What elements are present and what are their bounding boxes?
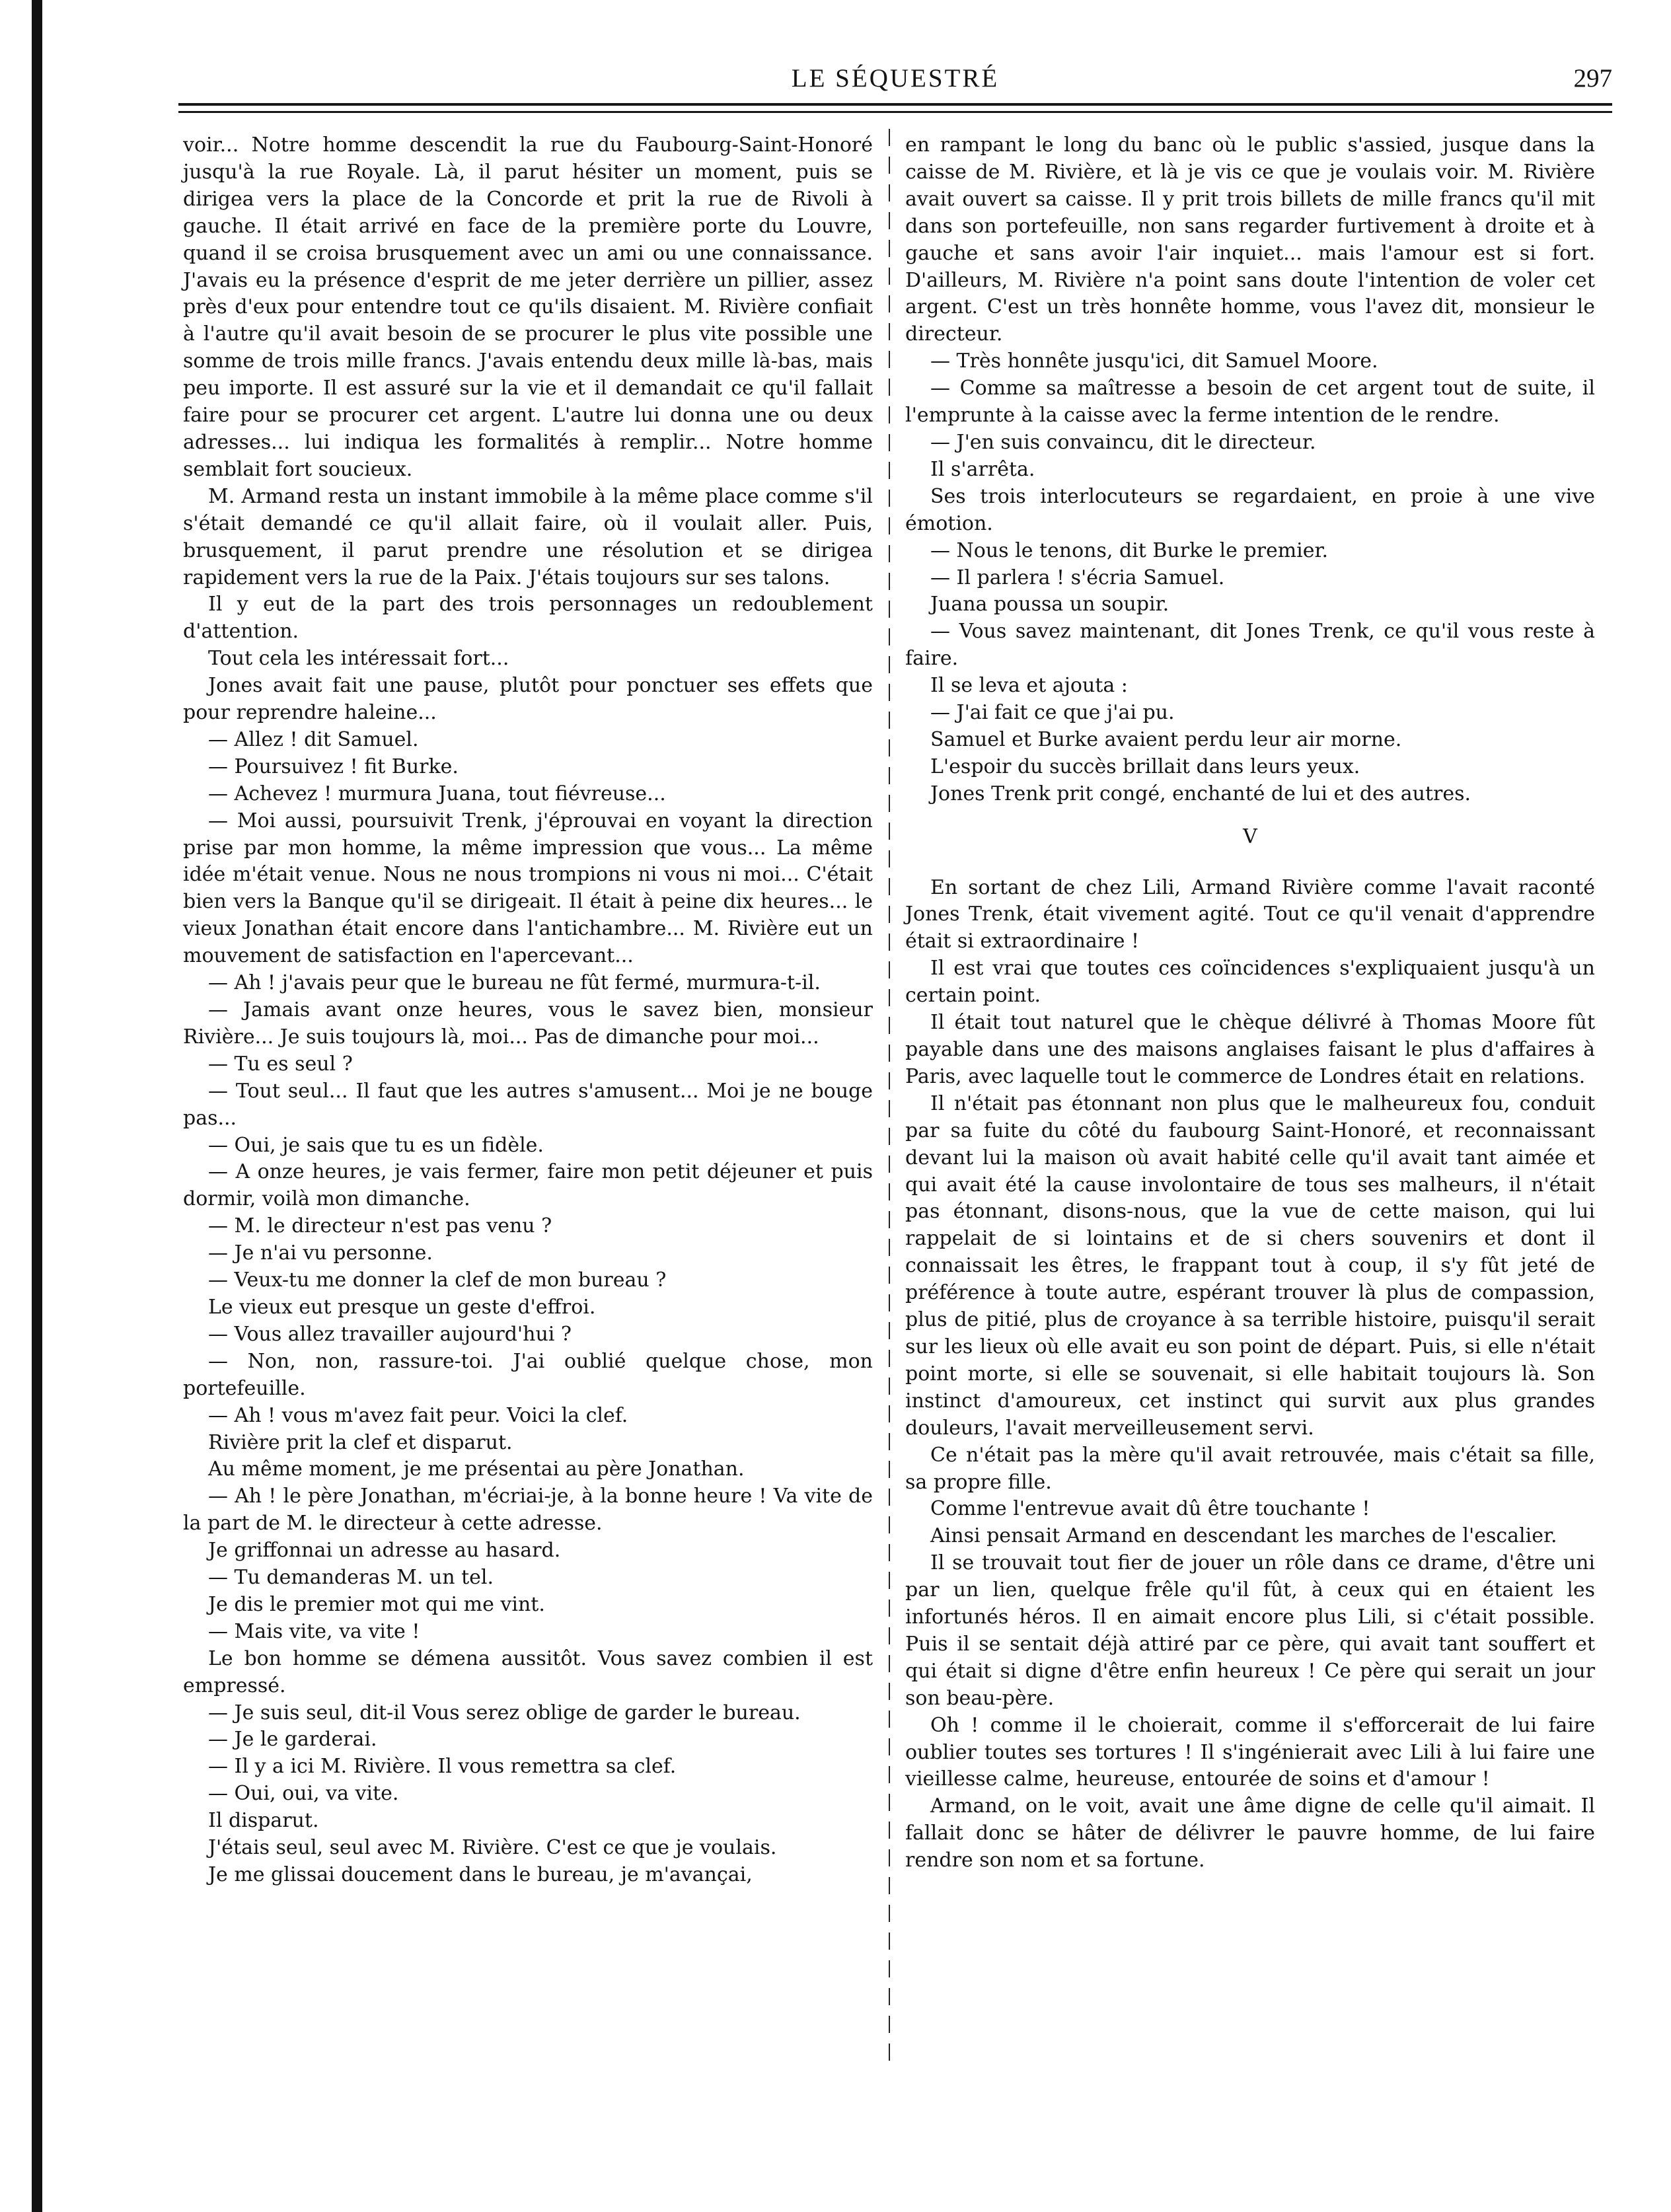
paragraph: — Je le garderai. xyxy=(208,1728,377,1751)
paragraph: — Ah ! le père Jonathan, m'écriai-je, à la bonne heure ! Va vite de la part de M. le directeur à cette adresse. xyxy=(183,1485,873,1535)
paragraph: Jones avait fait une pause, plutôt pour ponctuer ses effets que pour reprendre haleine... xyxy=(183,674,873,725)
paragraph: — J'en suis convaincu, dit le directeur. xyxy=(930,430,1316,454)
paragraph: — Moi aussi, poursuivit Trenk, j'éprouvai en voyant la direction prise par mon homme, la même impression que vous... La même idée m'était venue. Nous ne nous trompions ni vous ni moi... C'était bien vers la Banque qu'il se dirigeait. Il était à peine dix heures... le vieux Jonathan était encore dans l'antichambre... M. Rivière eut un mouvement de satisfaction en l'apercevant... xyxy=(183,809,873,968)
paragraph: — Jamais avant onze heures, vous le savez bien, monsieur Rivière... Je suis toujours là, moi... Pas de dimanche pour moi... xyxy=(183,998,873,1049)
paragraph: en rampant le long du banc où le public s'assied, jusque dans la caisse de M. Rivière, et là je vis ce que je voulais voir. M. Rivière avait ouvert sa caisse. Il y prit trois billets de mille francs qu'il mit dans son portefeuille, non sans regarder furtivement à droite et à gauche et sans avoir l'air inquiet... mais l'amour est si fort. D'ailleurs, M. Rivière n'a point sans doute l'intention de voler cet argent. C'est un très honnête homme, vous l'avez dit, monsieur le directeur. xyxy=(905,133,1595,346)
paragraph: Il n'était pas étonnant non plus que le malheureux fou, conduit par sa fuite du côté du faubourg Saint-Honoré, et reconnaissant devant lui la maison où avait habité celle qu'il avait tant aimée et qui avait été la cause involontaire de tous ses malheurs, il n'était pas étonnant, disons-nous, que la vue de cette maison, qui lui rappelait de si lointains et de si chers souvenirs et dont il connaissait les êtres, le frappant tout à coup, il s'y fût jeté de préférence à toute autre, espérant trouver là plus de compassion, plus de pitié, plus de croyance à sa terrible histoire, puisqu'il serait sur les lieux où elle avait eu son point de départ. Puis, si elle n'était point morte, si elle se souvenait, si elle habitait toujours là. Son instinct d'amoureux, cet instinct qui survit aux plus grandes douleurs, l'avait merveilleusement servi. xyxy=(905,1091,1595,1440)
left-column xyxy=(183,132,873,1889)
paragraph: — J'ai fait ce que j'ai pu. xyxy=(930,701,1175,725)
paragraph: M. Armand resta un instant immobile à la même place comme s'il s'était demandé ce qu'il allait faire, où il voulait aller. Puis, brusquement, il parut prendre une résolution et se dirigea rapidement vers la rue de la Paix. J'étais toujours sur ses talons. xyxy=(183,484,873,589)
paragraph: — Je suis seul, dit-il Vous serez oblige de garder le bureau. xyxy=(208,1701,801,1724)
paragraph: Le bon homme se démena aussitôt. Vous savez combien il est empressé. xyxy=(183,1646,873,1697)
header-rule-bottom xyxy=(178,111,1612,113)
paragraph: Juana poussa un soupir. xyxy=(930,593,1170,616)
paragraph: Le vieux eut presque un geste d'effroi. xyxy=(208,1295,596,1319)
right-column xyxy=(905,132,1595,1874)
paragraph: En sortant de chez Lili, Armand Rivière comme l'avait raconté Jones Trenk, était vivement agité. Tout ce qu'il venait d'apprendre était si extraordinaire ! xyxy=(905,875,1595,953)
header-rule-top xyxy=(178,103,1612,106)
page-header xyxy=(178,54,1612,102)
paragraph: Il est vrai que toutes ces coïncidences s'expliquaient jusqu'à un certain point. xyxy=(905,957,1595,1008)
paragraph: — Non, non, rassure-toi. J'ai oublié quelque chose, mon portefeuille. xyxy=(183,1349,873,1400)
paragraph: Samuel et Burke avaient perdu leur air morne. xyxy=(930,727,1402,751)
paragraph: — Je n'ai vu personne. xyxy=(208,1241,433,1265)
paragraph: — Tu demanderas M. un tel. xyxy=(208,1566,494,1590)
paragraph: Ainsi pensait Armand en descendant les marches de l'escalier. xyxy=(930,1524,1557,1548)
paragraph: Comme l'entrevue avait dû être touchante ! xyxy=(930,1497,1370,1521)
paragraph: Il se trouvait tout fier de jouer un rôle dans ce drame, d'être uni par un lien, quelque frêle qu'il fût, à ceux qui en étaient les infortunés héros. Il en aimait encore plus Lili, si c'était possible. Puis il se sentait déjà attiré par ce père, qui avait tant souffert et qui était si digne d'être enfin heureux ! Ce père qui serait un jour son beau-père. xyxy=(905,1551,1595,1710)
paragraph: — Il y a ici M. Rivière. Il vous remettra sa clef. xyxy=(208,1755,677,1779)
paragraph: voir... Notre homme descendit la rue du Faubourg-Saint-Honoré jusqu'à la rue Royale. Là, il parut hésiter un moment, puis se dirigea vers la place de la Concorde et prit la rue de Rivoli à gauche. Il était arrivé en face de la première porte du Louvre, quand il se croisa brusquement avec un ami ou une connaissance. J'avais eu la présence d'esprit de me jeter derrière un pillier, assez près d'eux pour entendre tout ce qu'ils disaient. M. Rivière confiait à l'autre qu'il avait besoin de se procurer le plus vite possible une somme de trois mille francs. J'avais entendu deux mille là-bas, mais peu importe. Il est assuré sur la vie et il demandait ce qu'il fallait faire pour se procurer cet argent. L'autre lui donna une ou deux adresses... lui indiqua les formalités à remplir... Notre homme semblait fort soucieux. xyxy=(183,133,873,481)
paragraph: — Très honnête jusqu'ici, dit Samuel Moore. xyxy=(930,350,1378,373)
paragraph: Je dis le premier mot qui me vint. xyxy=(208,1592,545,1616)
paragraph: — Comme sa maîtresse a besoin de cet argent tout de suite, il l'emprunte à la caisse avec la ferme intention de le rendre. xyxy=(905,377,1595,427)
paragraph: — Achevez ! murmura Juana, tout fiévreuse... xyxy=(208,782,666,805)
page-number: 297 xyxy=(1573,64,1612,92)
paragraph: — Tu es seul ? xyxy=(208,1052,353,1076)
paragraph: Tout cela les intéressait fort... xyxy=(208,647,509,671)
paragraph: Armand, on le voit, avait une âme digne de celle qu'il aimait. Il fallait donc se hâter de délivrer le pauvre homme, de lui faire rendre son nom et sa fortune. xyxy=(905,1794,1595,1872)
paragraph: Je griffonnai un adresse au hasard. xyxy=(208,1539,561,1563)
paragraph: — A onze heures, je vais fermer, faire mon petit déjeuner et puis dormir, voilà mon dimanche. xyxy=(183,1160,873,1211)
paragraph: Il se leva et ajouta : xyxy=(930,674,1128,698)
paragraph: — Ah ! j'avais peur que le bureau ne fût fermé, murmura-t-il. xyxy=(208,971,821,995)
paragraph: L'espoir du succès brillait dans leurs yeux. xyxy=(930,755,1360,778)
paragraph: — Il parlera ! s'écria Samuel. xyxy=(930,566,1225,589)
paragraph: — Oui, je sais que tu es un fidèle. xyxy=(208,1133,544,1157)
paragraph: — Mais vite, va vite ! xyxy=(208,1619,420,1643)
paragraph: — Nous le tenons, dit Burke le premier. xyxy=(930,538,1329,562)
paragraph: — Allez ! dit Samuel. xyxy=(208,727,419,751)
paragraph: — Veux-tu me donner la clef de mon bureau ? xyxy=(208,1269,667,1292)
chapter-heading: V xyxy=(1243,825,1257,848)
paragraph: J'étais seul, seul avec M. Rivière. C'est ce que je voulais. xyxy=(208,1836,777,1860)
paragraph: — Vous allez travailler aujourd'hui ? xyxy=(208,1322,572,1346)
paragraph: Jones Trenk prit congé, enchanté de lui et des autres. xyxy=(930,782,1471,805)
paragraph: Il y eut de la part des trois personnages un redoublement d'attention. xyxy=(183,593,873,644)
paragraph: Rivière prit la clef et disparut. xyxy=(208,1430,513,1454)
paragraph: Il était tout naturel que le chèque délivré à Thomas Moore fût payable dans une des maisons anglaises faisant le plus d'affaires à Paris, avec laquelle tout le commerce de Londres était en relations. xyxy=(905,1011,1595,1088)
paragraph: — Ah ! vous m'avez fait peur. Voici la clef. xyxy=(208,1403,628,1427)
running-title: LE SÉQUESTRÉ xyxy=(791,64,1000,92)
paragraph: — Oui, oui, va vite. xyxy=(208,1782,399,1806)
paragraph: Au même moment, je me présentai au père Jonathan. xyxy=(208,1457,745,1481)
paragraph: Ses trois interlocuteurs se regardaient, en proie à une vive émotion. xyxy=(905,484,1595,535)
column-divider xyxy=(889,129,890,2061)
paragraph: Je me glissai doucement dans le bureau, je m'avançai, xyxy=(208,1863,753,1886)
scan-edge-shadow xyxy=(32,0,42,2212)
paragraph: — Poursuivez ! fit Burke. xyxy=(208,755,459,778)
paragraph: Il s'arrêta. xyxy=(930,457,1035,481)
paragraph: Il disparut. xyxy=(208,1809,319,1833)
paragraph: — Vous savez maintenant, dit Jones Trenk, ce qu'il vous reste à faire. xyxy=(905,620,1595,671)
paragraph: — M. le directeur n'est pas venu ? xyxy=(208,1214,552,1238)
paragraph: Oh ! comme il le choierait, comme il s'efforcerait de lui faire oublier toutes ses tortures ! Il s'ingénierait avec Lili à lui faire une vieillesse calme, heureuse, entourée de soins et d'amour ! xyxy=(905,1713,1595,1791)
paragraph: — Tout seul... Il faut que les autres s'amusent... Moi je ne bouge pas... xyxy=(183,1079,873,1130)
paragraph: Ce n'était pas la mère qu'il avait retrouvée, mais c'était sa fille, sa propre fille. xyxy=(905,1443,1595,1494)
